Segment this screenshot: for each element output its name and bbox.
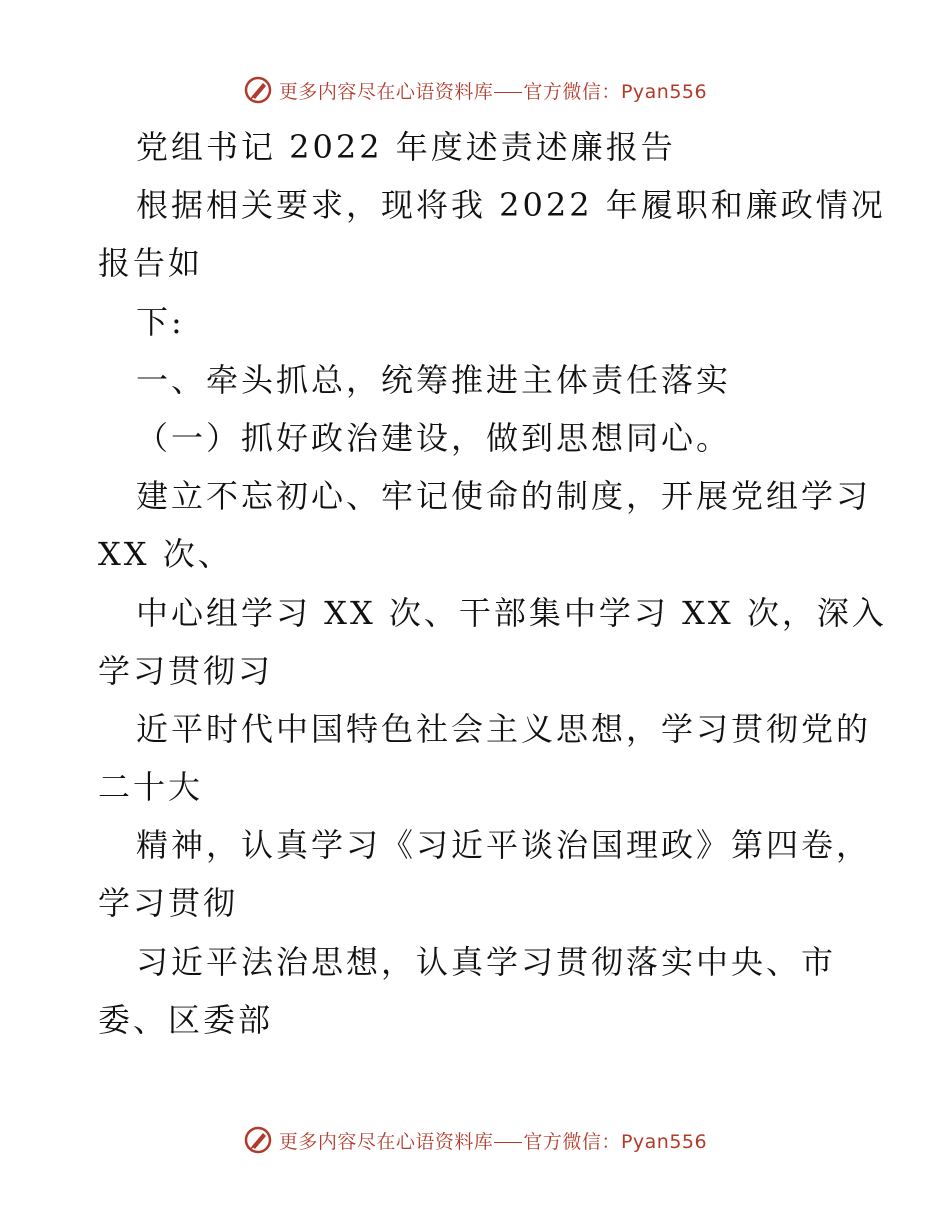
paragraph-line: 下: <box>136 302 185 341</box>
paragraph-line: 学习贯彻 <box>98 884 239 923</box>
paragraph-line: 委、区委部 <box>98 1000 274 1039</box>
section-heading: 一、牵头抓总，统筹推进主体责任落实 <box>136 360 732 399</box>
document-body <box>98 118 887 1049</box>
paragraph-line: 二十大 <box>98 768 204 807</box>
pen-logo-icon <box>243 1125 273 1155</box>
pen-logo-icon <box>243 75 273 105</box>
document-title: 党组书记 2022 年度述责述廉报告 <box>136 128 676 166</box>
watermark-separator <box>494 92 522 93</box>
watermark-separator <box>494 1142 522 1143</box>
watermark-label: 官方微信： <box>523 1130 621 1153</box>
watermark-wechat-id: Pyan556 <box>620 80 708 103</box>
paragraph-line: 中心组学习 XX 次、干部集中学习 XX 次，深入 <box>136 593 887 632</box>
paragraph-line: 报告如 <box>98 244 204 283</box>
paragraph-line: 根据相关要求，现将我 2022 年履职和廉政情况 <box>136 186 886 225</box>
watermark-label: 官方微信： <box>523 80 621 103</box>
watermark-footer <box>0 1120 950 1160</box>
watermark-wechat-id: Pyan556 <box>620 1130 708 1153</box>
paragraph-line: 学习贯彻习 <box>98 651 274 690</box>
watermark-brand: 更多内容尽在心语资料库 <box>278 1130 494 1153</box>
watermark-header <box>0 70 950 110</box>
paragraph-line: 建立不忘初心、牢记使命的制度，开展党组学习 <box>136 477 872 516</box>
subsection-heading: （一）抓好政治建设，做到思想同心。 <box>136 418 732 457</box>
paragraph-line: 习近平法治思想，认真学习贯彻落实中央、市 <box>136 942 837 981</box>
watermark-text <box>279 1127 707 1154</box>
watermark-brand: 更多内容尽在心语资料库 <box>278 80 494 103</box>
paragraph-line: 近平时代中国特色社会主义思想，学习贯彻党的 <box>136 709 872 748</box>
paragraph-line: 精神，认真学习《习近平谈治国理政》第四卷， <box>136 826 872 865</box>
watermark-text <box>279 77 707 104</box>
paragraph-line: XX 次、 <box>98 535 233 574</box>
